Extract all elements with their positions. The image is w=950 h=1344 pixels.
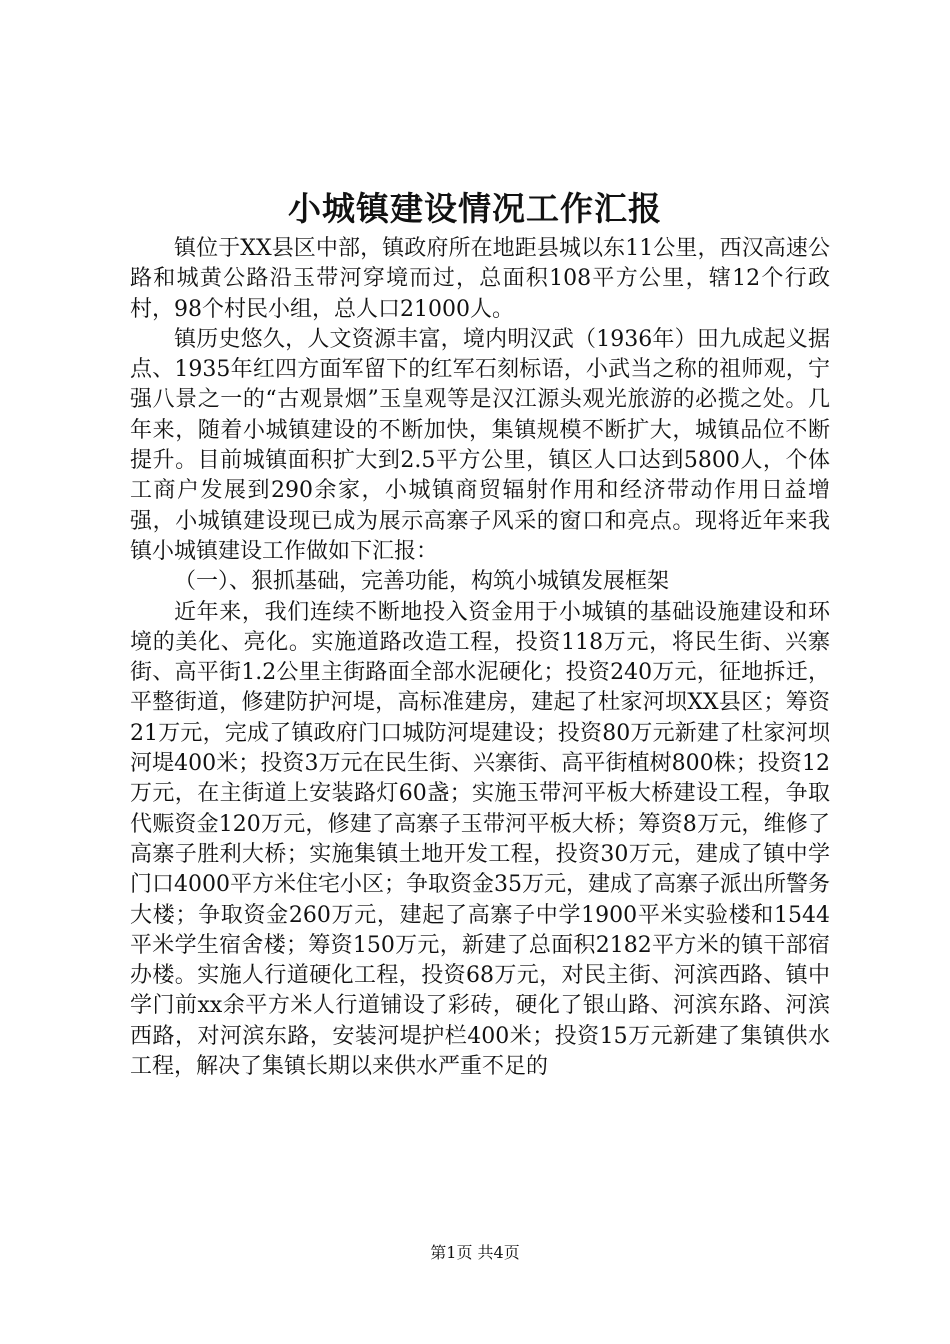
page-footer: 第1页 共4页: [430, 1243, 520, 1262]
section-heading-one: （一）、狠抓基础，完善功能，构筑小城镇发展框架: [174, 569, 670, 595]
paragraph-location: 镇位于XX县区中部，镇政府所在地距县城以东11公里，西汉高速公路和城黄公路沿玉带河穿境而过，总面积108平方公里，辖12个行政村，98个村民小组，总人口21000人。: [130, 236, 830, 322]
document-title: 小城镇建设情况工作汇报: [288, 189, 662, 228]
paragraph-infrastructure: 近年来，我们连续不断地投入资金用于小城镇的基础设施建设和环境的美化、亮化。实施道路改造工程，投资118万元，将民生街、兴寨街、高平街1.2公里主街路面全部水泥硬化；投资240万元，征地拆迁，平整街道，修建防护河堤，高标准建房，建起了杜家河坝XX县区；筹资21万元，完成了镇政府门口城防河堤建设；投资80万元新建了杜家河坝河堤400米；投资3万元在民生街、兴寨街、高平街植树800株；投资12万元，在主街道上安装路灯60盏；实施玉带河平板大桥建设工程，争取代赈资金120万元，修建了高寨子玉带河平板大桥；筹资8万元，维修了高寨子胜利大桥；实施集镇土地开发工程，投资30万元，建成了镇中学门口4000平方米住宅小区；争取资金35万元，建成了高寨子派出所警务大楼；争取资金260万元，建起了高寨子中学1900平米实验楼和1544平米学生宿舍楼；筹资150万元，新建了总面积2182平方米的镇干部宿办楼。实施人行道硬化工程，投资68万元，对民主街、河滨西路、镇中学门前xx余平方米人行道铺设了彩砖，硬化了银山路、河滨东路、河滨西路，对河滨东路，安装河堤护栏400米；投资15万元新建了集镇供水工程，解决了集镇长期以来供水严重不足的: [130, 599, 830, 1080]
paragraph-history: 镇历史悠久，人文资源丰富，境内明汉武（1936年）田九成起义据点、1935年红四方面军留下的红军石刻标语，小武当之称的祖师观，宁强八景之一的“古观景烟”玉皇观等是汉江源头观光旅游的必揽之处。几年来，随着小城镇建设的不断加快，集镇规模不断扩大，城镇品位不断提升。目前城镇面积扩大到2.5平方公里，镇区人口达到5800人，个体工商户发展到290余家，小城镇商贸辐射作用和经济带动作用日益增强，小城镇建设现已成为展示高寨子风采的窗口和亮点。现将近年来我镇小城镇建设工作做如下汇报：: [130, 326, 830, 564]
document-body: [130, 234, 830, 1082]
